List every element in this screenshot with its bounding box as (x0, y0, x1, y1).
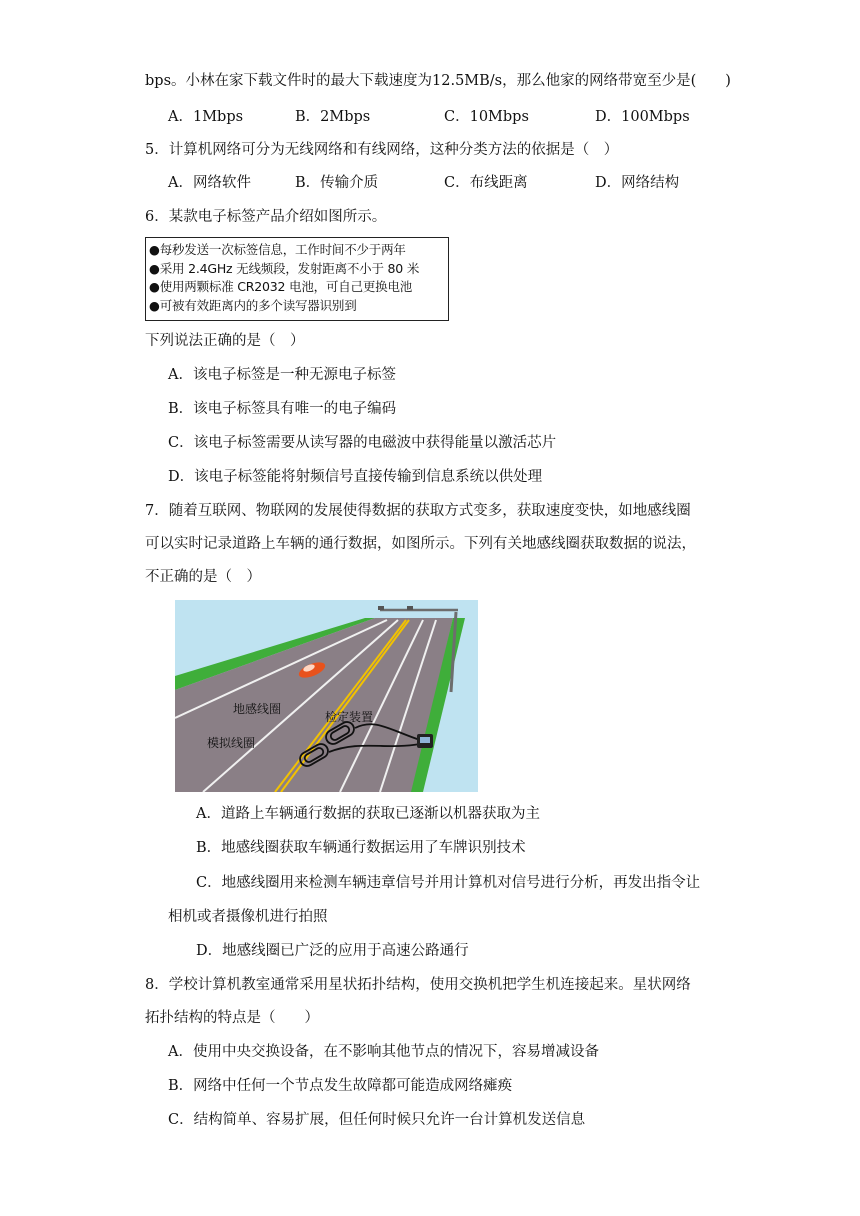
q7-option-c-line-1: C．地感线圈用来检测车辆违章信号并用计算机对信号进行分析，再发出指令让 (196, 875, 701, 891)
label-analog-coil: 模拟线圈 (207, 736, 256, 750)
tag-info-line-3: ●使用两颗标准 CR2032 电池，可自己更换电池 (149, 279, 413, 294)
q5-stem: 5．计算机网络可分为无线网络和有线网络，这种分类方法的依据是（ ） (145, 142, 619, 158)
q4-stem-continuation: bps。小林在家下载文件时的最大下载速度为12.5MB/s，那么他家的网络带宽至少是( ) (145, 73, 731, 89)
q6-option-b: B．该电子标签具有唯一的电子编码 (168, 401, 397, 417)
tag-info-line-4: ●可被有效距离内的多个读写器识别到 (149, 297, 357, 313)
label-detector: 检定装置 (325, 710, 374, 724)
q6-option-c: C．该电子标签需要从读写器的电磁波中获得能量以激活芯片 (168, 435, 557, 451)
q5-option-b: B．传输介质 (295, 175, 379, 191)
q7-stem-line-1: 7．随着互联网、物联网的发展使得数据的获取方式变多，获取速度变快，如地感线圈 (145, 503, 691, 519)
q7-option-a: A．道路上车辆通行数据的获取已逐渐以机器获取为主 (196, 806, 540, 822)
q7-stem-line-3: 不正确的是（ ） (145, 569, 261, 585)
q6-option-a: A．该电子标签是一种无源电子标签 (168, 367, 396, 383)
q7-option-d: D．地感线圈已广泛的应用于高速公路通行 (196, 943, 469, 959)
q8-stem-line-2: 拓扑结构的特点是（ ） (145, 1010, 319, 1026)
q5-option-c: C．布线距离 (444, 175, 528, 191)
q8-stem-line-1: 8．学校计算机教室通常采用星状拓扑结构，使用交换机把学生机连接起来。星状网络 (145, 977, 691, 993)
q7-stem-line-2: 可以实时记录道路上车辆的通行数据，如图所示。下列有关地感线圈获取数据的说法， (145, 536, 696, 552)
label-ground-coil: 地感线圈 (233, 702, 282, 716)
q8-option-c: C．结构简单、容易扩展，但任何时候只允许一台计算机发送信息 (168, 1112, 586, 1128)
q8-option-a: A．使用中央交换设备，在不影响其他节点的情况下，容易增减设备 (168, 1044, 599, 1060)
q5-option-d: D．网络结构 (595, 175, 680, 191)
road-ground-coil-figure (175, 600, 478, 792)
q4-option-c: C．10Mbps (444, 109, 529, 125)
q7-option-b: B．地感线圈获取车辆通行数据运用了车牌识别技术 (196, 840, 526, 856)
q8-option-b: B．网络中任何一个节点发生故障都可能造成网络瘫痪 (168, 1078, 513, 1094)
q4-option-d: D．100Mbps (595, 109, 690, 125)
detector-device-icon (417, 734, 433, 748)
q6-prompt: 下列说法正确的是（ ） (145, 333, 305, 349)
q7-option-c-line-2: 相机或者摄像机进行拍照 (168, 909, 328, 925)
tag-info-line-1: ●每秒发送一次标签信息，工作时间不少于两年 (149, 242, 406, 257)
q6-stem: 6．某款电子标签产品介绍如图所示。 (145, 209, 387, 225)
q4-option-b: B．2Mbps (295, 109, 371, 125)
q5-option-a: A．网络软件 (168, 175, 251, 191)
tag-info-line-2: ●采用 2.4GHz 无线频段，发射距离不小于 80 米 (149, 260, 420, 276)
tag-product-info-box (145, 237, 449, 321)
q4-option-a: A．1Mbps (168, 109, 244, 125)
q6-option-d: D．该电子标签能将射频信号直接传输到信息系统以供处理 (168, 469, 543, 485)
